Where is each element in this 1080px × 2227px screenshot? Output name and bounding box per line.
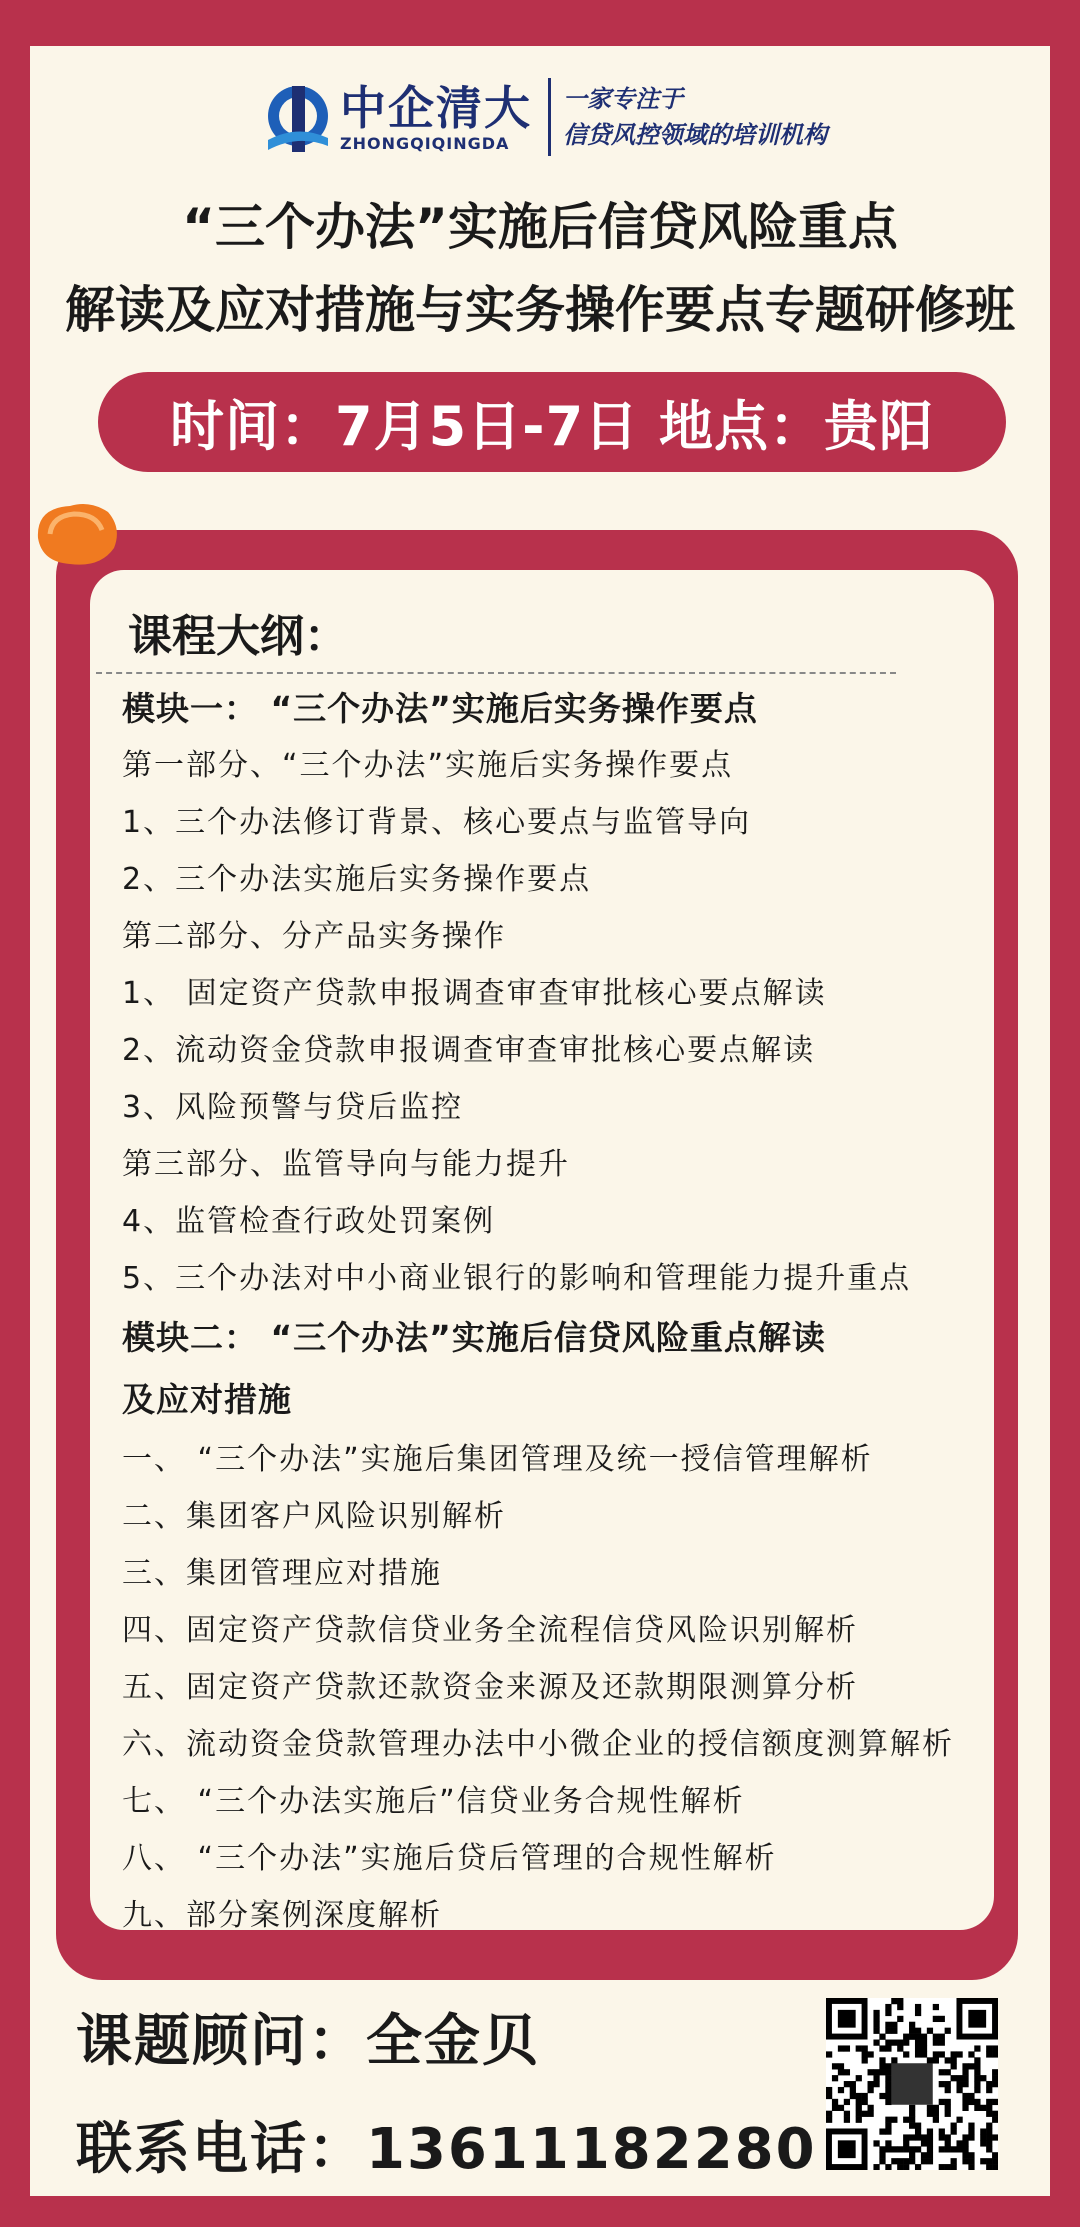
time-location-banner — [98, 372, 1006, 472]
outline-heading: 课程大纲： — [128, 611, 348, 662]
outline-item: 2、三个办法实施后实务操作要点 — [122, 862, 592, 897]
outline-item: 四、固定资产贷款信贷业务全流程信贷风险识别解析 — [122, 1613, 858, 1648]
module-heading: 模块二： “三个办法”实施后信贷风险重点解读 — [122, 1318, 826, 1357]
course-title-line-1: “三个办法”实施后信贷风险重点 — [182, 198, 898, 256]
logo-divider — [548, 78, 551, 156]
outline-item: 九、部分案例深度解析 — [122, 1898, 442, 1933]
outline-item: 七、 “三个办法实施后”信贷业务合规性解析 — [122, 1784, 745, 1819]
logo-name-cn: 中企清大 — [340, 80, 532, 135]
outline-item: 1、三个办法修订背景、核心要点与监管导向 — [122, 805, 752, 840]
slogan-line-1: 一家专注于 — [563, 85, 683, 113]
heading-divider — [96, 672, 896, 674]
outline-item: 二、集团客户风险识别解析 — [122, 1499, 506, 1534]
slogan-line-2: 信贷风控领域的培训机构 — [563, 121, 827, 149]
decorative-blob-icon — [30, 498, 122, 570]
outline-item: 五、固定资产贷款还款资金来源及还款期限测算分析 — [122, 1670, 858, 1705]
time-location-text: 时间：7月5日-7日 地点：贵阳 — [170, 394, 934, 458]
outline-item: 第二部分、分产品实务操作 — [122, 919, 506, 954]
consultant-name: 课题顾问：全金贝 — [76, 2009, 540, 2074]
qr-code-icon[interactable] — [826, 1998, 998, 2170]
course-title-line-2: 解读及应对措施与实务操作要点专题研修班 — [65, 281, 1015, 339]
outline-item: 三、集团管理应对措施 — [122, 1556, 442, 1591]
outline-item: 2、流动资金贷款申报调查审查审批核心要点解读 — [122, 1033, 816, 1068]
outline-item: 4、监管检查行政处罚案例 — [122, 1204, 496, 1239]
module-heading: 及应对措施 — [122, 1380, 292, 1419]
outline-item: 第一部分、“三个办法”实施后实务操作要点 — [122, 748, 734, 783]
outline-list — [122, 680, 1002, 1944]
outline-item: 3、风险预警与贷后监控 — [122, 1090, 464, 1125]
module-heading: 模块一： “三个办法”实施后实务操作要点 — [122, 689, 758, 728]
contact-phone: 联系电话：13611182280 — [76, 2117, 817, 2182]
outline-item: 第三部分、监管导向与能力提升 — [122, 1147, 570, 1182]
outline-item: 六、流动资金贷款管理办法中小微企业的授信额度测算解析 — [122, 1727, 954, 1762]
outline-item: 一、 “三个办法”实施后集团管理及统一授信管理解析 — [122, 1442, 873, 1477]
outline-item: 5、三个办法对中小商业银行的影响和管理能力提升重点 — [122, 1261, 912, 1296]
outline-item: 八、 “三个办法”实施后贷后管理的合规性解析 — [122, 1841, 777, 1876]
logo-name-en: ZHONGQIQINGDA — [340, 133, 510, 153]
outline-item: 1、 固定资产贷款申报调查审查审批核心要点解读 — [122, 976, 827, 1011]
logo-mark-icon — [264, 80, 332, 154]
brand-logo — [264, 72, 827, 162]
